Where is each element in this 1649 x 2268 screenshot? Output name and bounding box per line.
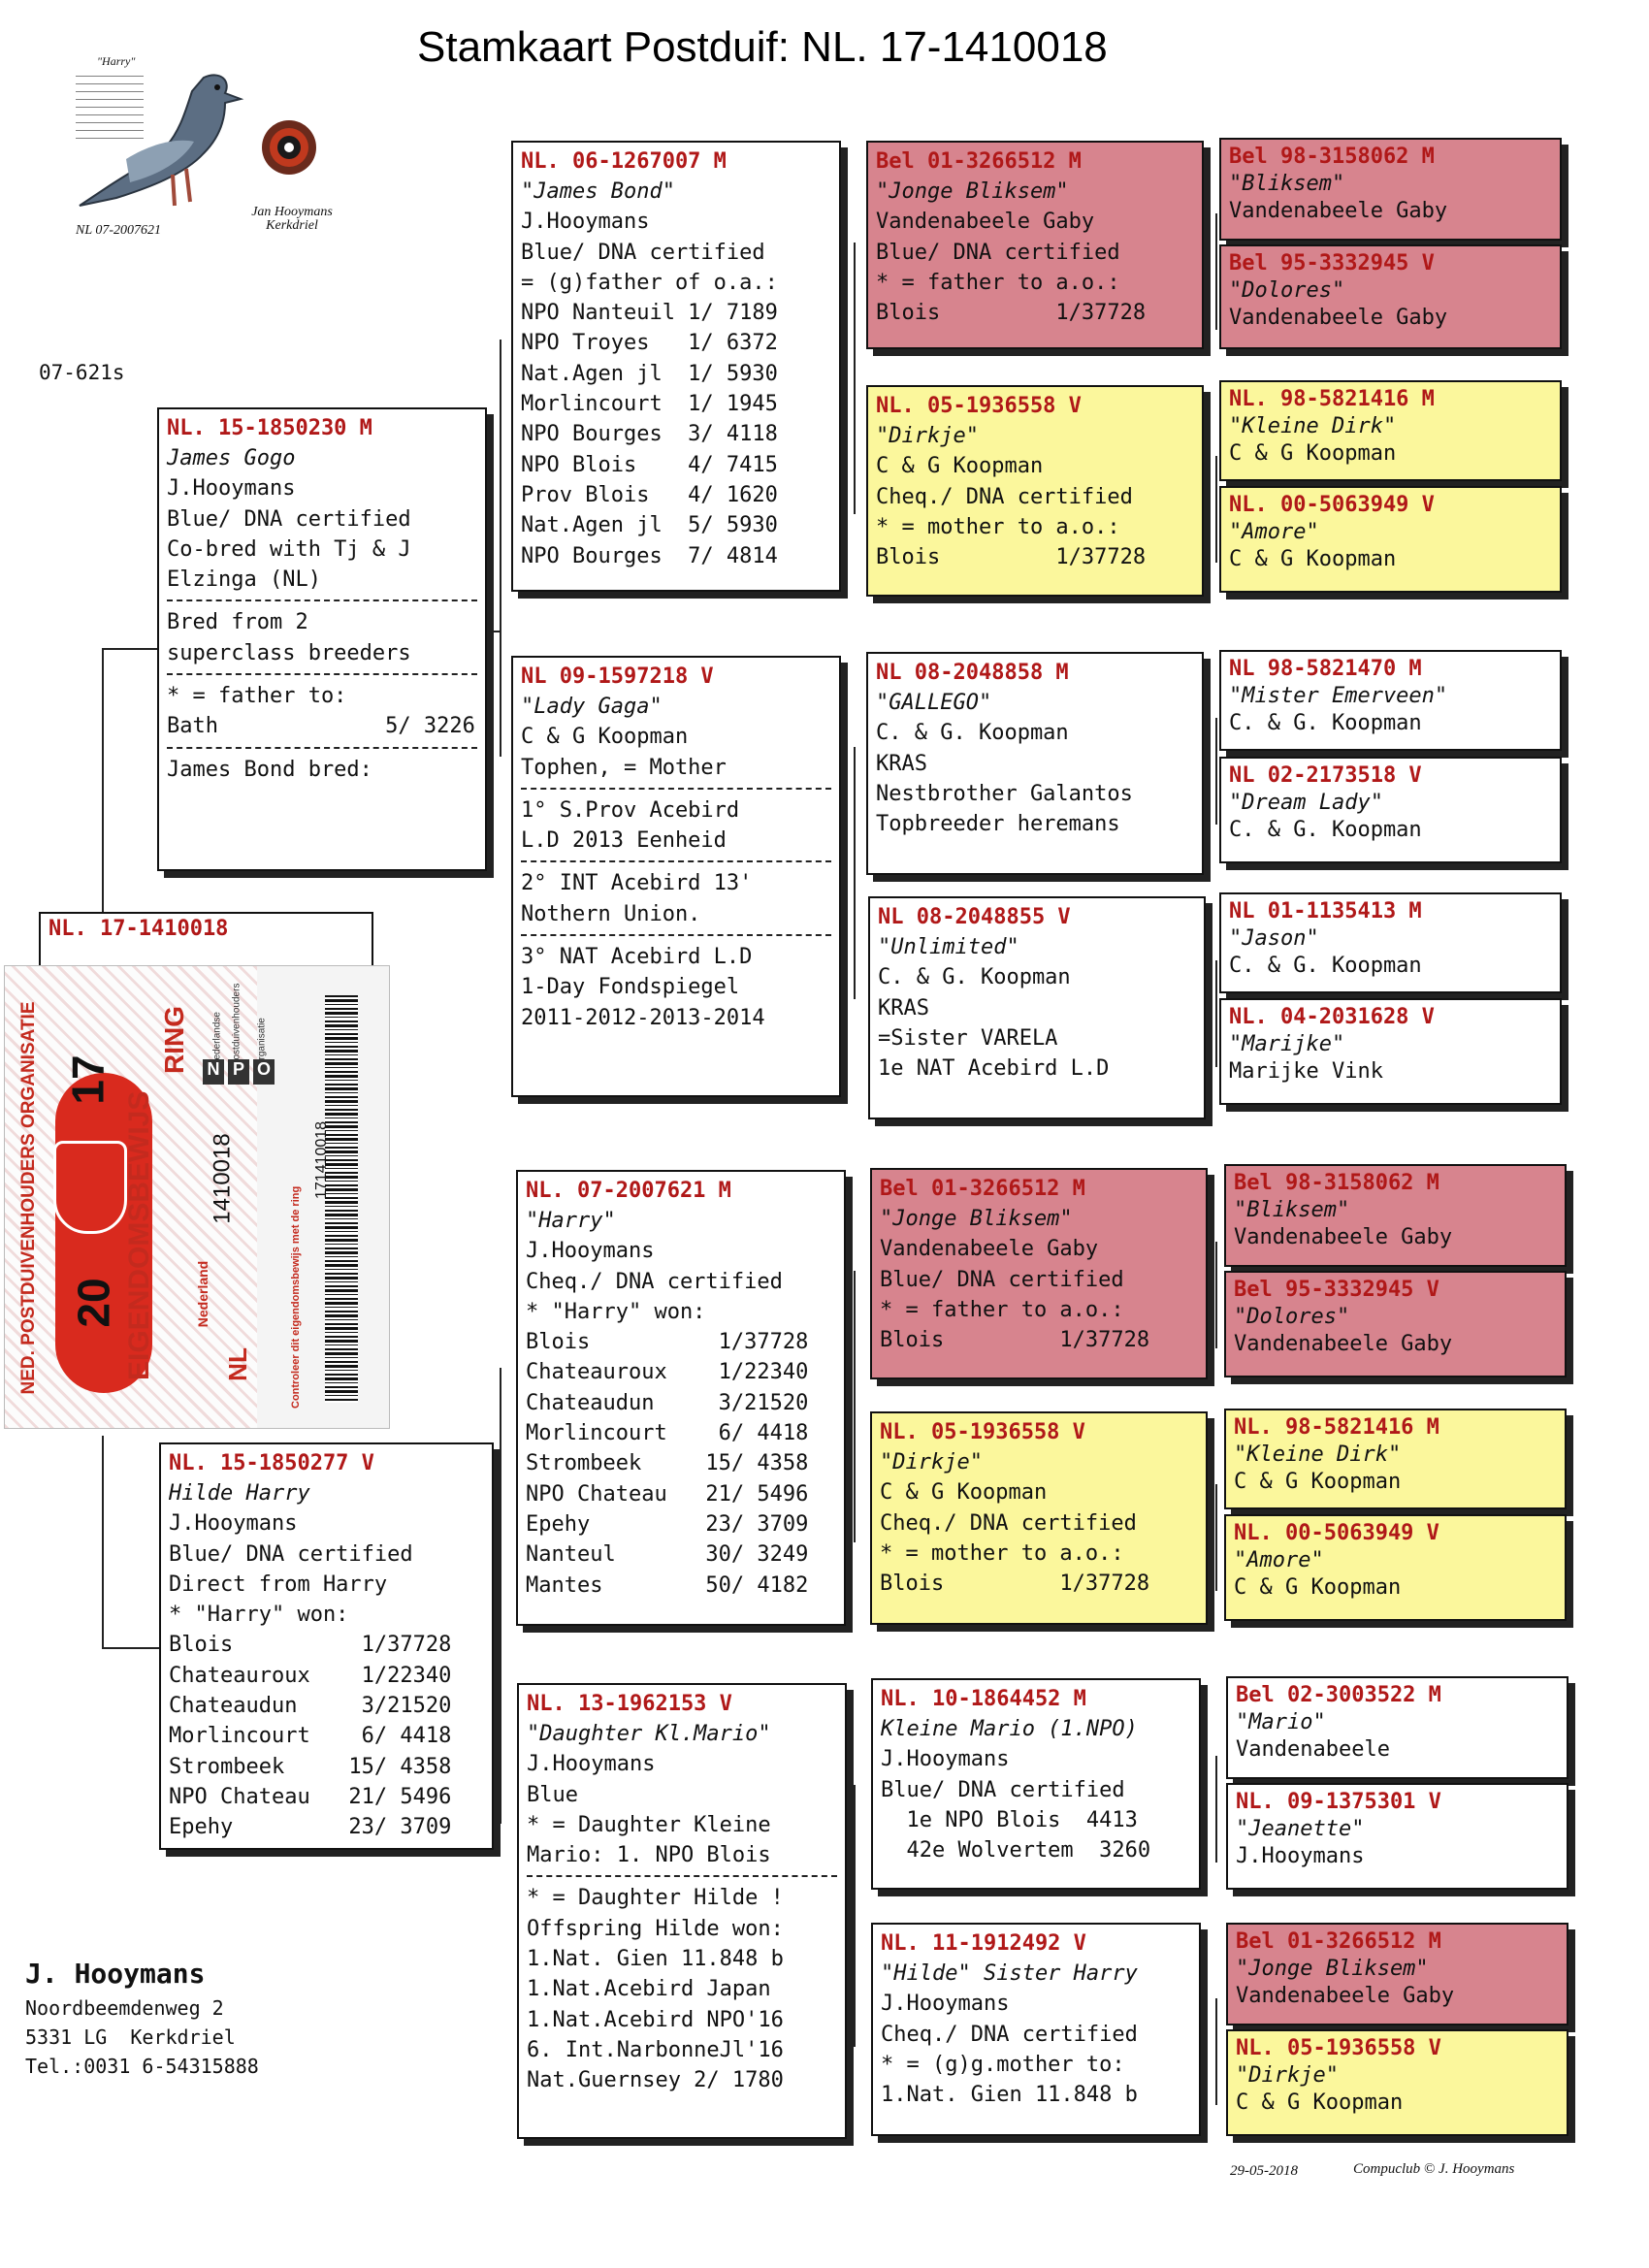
pedigree-line: Vandenabeele Gaby [876, 210, 1095, 235]
pedigree-line: Blois 1/37728 [876, 301, 1147, 326]
npo-n-letter: N [203, 1059, 224, 1085]
ring-number: Bel 98-3158062 M [1229, 145, 1435, 169]
certificate-country: NL [222, 1347, 252, 1381]
pedigree-line: J.Hooymans [527, 1752, 656, 1777]
pedigree-line: J.Hooymans [526, 1239, 655, 1264]
connector [500, 340, 501, 757]
pedigree-line: * = father to: [167, 684, 347, 709]
pedigree-line: Blue/ DNA certified [876, 240, 1120, 265]
pedigree-line: * = father to a.o.: [876, 270, 1120, 295]
pedigree-line: Blue/ DNA certified [881, 1777, 1125, 1802]
pigeon-name: "Mario" [1236, 1710, 1326, 1734]
subject-ring: NL. 17-1410018 [48, 917, 229, 941]
ring-number: Bel 98-3158062 M [1234, 1171, 1439, 1195]
pigeon-name: Hilde Harry [169, 1481, 310, 1506]
pigeon-name: "Mister Emerveen" [1229, 684, 1448, 708]
pedigree-line: L.D 2013 Eenheid [521, 828, 727, 854]
pedigree-line: * "Harry" won: [169, 1603, 349, 1628]
pedigree-line: NPO Chateau 21/ 5496 [526, 1481, 809, 1507]
ring-number: NL. 98-5821416 M [1234, 1415, 1439, 1440]
ring-number: NL. 13-1962153 V [527, 1692, 732, 1716]
grandparent-box [511, 141, 841, 592]
connector [1215, 1756, 1217, 1863]
connector [1215, 1242, 1217, 1348]
great-grandparent-box [866, 652, 1204, 875]
great-great-grandparent-box [1226, 1783, 1568, 1890]
pigeon-name: "Amore" [1234, 1548, 1324, 1572]
pigeon-icon [58, 60, 252, 225]
pedigree-line: Vandenabeele [1236, 1737, 1390, 1762]
great-great-grandparent-box [1226, 1676, 1568, 1779]
great-grandparent-box [871, 1678, 1201, 1890]
pedigree-line: KRAS [878, 995, 929, 1021]
pedigree-line: 1.Nat. Gien 11.848 b [881, 2083, 1138, 2108]
npo-p-word: ostduivenhouders [231, 983, 242, 1060]
pigeon-name: "James Bond" [521, 179, 675, 204]
dashed-separator [527, 1875, 837, 1877]
footer-date: 29-05-2018 [1230, 2163, 1298, 2179]
ring-number: Bel 01-3266512 M [876, 149, 1082, 174]
pedigree-line: NPO Blois 4/ 7415 [521, 452, 778, 477]
pedigree-line: Chateauroux 1/22340 [526, 1360, 809, 1385]
connector [854, 1271, 856, 1542]
pedigree-line: Mantes 50/ 4182 [526, 1572, 809, 1598]
pedigree-line: J.Hooymans [169, 1511, 298, 1537]
pedigree-line: C & G Koopman [876, 454, 1044, 479]
certificate-country-word: Nederland [195, 1260, 211, 1328]
pigeon-name: Kleine Mario (1.NPO) [881, 1717, 1138, 1741]
ring-number: NL. 10-1864452 M [881, 1687, 1086, 1711]
great-great-grandparent-box [1219, 138, 1562, 241]
connector [1215, 718, 1217, 825]
ring-number: NL. 05-1936558 V [880, 1420, 1085, 1444]
connector [102, 648, 162, 650]
great-great-grandparent-box [1219, 380, 1562, 481]
pedigree-line: 1.Nat. Gien 11.848 b [527, 1947, 784, 1972]
pedigree-line: Bred from 2 [167, 610, 308, 635]
connector [1215, 456, 1217, 563]
pedigree-line: C. & G. Koopman [878, 965, 1071, 990]
pigeon-logo [58, 50, 340, 244]
pedigree-line: C. & G. Koopman [1229, 954, 1422, 978]
pedigree-line: NPO Nanteuil 1/ 7189 [521, 301, 778, 326]
dam-box [159, 1442, 494, 1850]
pigeon-name: "GALLEGO" [876, 691, 992, 715]
eye-icon [260, 118, 318, 177]
great-grandparent-box [870, 1168, 1208, 1379]
pedigree-line: Tophen, = Mother [521, 755, 727, 780]
pedigree-line: Cheq./ DNA certified [880, 1510, 1137, 1536]
pigeon-name: "Harry" [526, 1209, 616, 1233]
pedigree-line: * = mother to a.o.: [880, 1540, 1124, 1566]
pedigree-line: Blue/ DNA certified [521, 240, 765, 265]
pedigree-line: Epehy 23/ 3709 [169, 1815, 452, 1840]
pedigree-line: * = father to a.o.: [880, 1297, 1124, 1322]
great-great-grandparent-box [1226, 1923, 1568, 2025]
pedigree-line: 1e NAT Acebird L.D [878, 1056, 1110, 1082]
pedigree-line: 1° S.Prov Acebird [521, 797, 740, 823]
connector [500, 1368, 501, 1824]
pedigree-line: Topbreeder heremans [876, 812, 1120, 837]
pedigree-line: 3° NAT Acebird L.D [521, 945, 753, 970]
connector [102, 648, 104, 920]
pedigree-line: Nothern Union. [521, 901, 701, 926]
pedigree-line: Strombeek 15/ 4358 [526, 1451, 809, 1476]
pedigree-line: J.Hooymans [167, 476, 296, 502]
pedigree-line: Vandenabeele Gaby [1236, 1984, 1455, 2008]
certificate-ring-word: RING [159, 1006, 189, 1074]
connector [490, 631, 501, 632]
pedigree-line: Cheq./ DNA certified [526, 1269, 783, 1294]
certificate-number: 1410018 [209, 1133, 236, 1224]
npo-o-letter: O [253, 1059, 275, 1085]
pigeon-name: "Bliksem" [1229, 172, 1345, 196]
great-grandparent-box [866, 141, 1204, 349]
ring-number: NL. 15-1850277 V [169, 1451, 374, 1475]
grandparent-box [516, 1170, 846, 1626]
ring-number: NL 02-2173518 V [1229, 763, 1422, 788]
great-great-grandparent-box [1224, 1271, 1567, 1377]
logo-signature: Jan Hooymans Kerkdriel [251, 205, 333, 233]
connector [854, 1785, 856, 2047]
pigeon-name: "Kleine Dirk" [1234, 1442, 1402, 1467]
pedigree-line: Offspring Hilde won: [527, 1916, 784, 1941]
pedigree-line: Mario: 1. NPO Blois [527, 1843, 771, 1868]
dashed-separator [521, 788, 831, 790]
pedigree-line: J.Hooymans [521, 210, 650, 235]
pedigree-line: * = (g)g.mother to: [881, 2052, 1125, 2077]
grandparent-box [517, 1683, 847, 2139]
pedigree-line: KRAS [876, 751, 927, 776]
pedigree-line: NPO Bourges 7/ 4814 [521, 543, 778, 568]
pedigree-line: Chateaudun 3/21520 [526, 1390, 809, 1415]
ownership-certificate [4, 965, 390, 1429]
dashed-separator [167, 673, 477, 675]
footer-credit: Compuclub © J. Hooymans [1353, 2161, 1515, 2177]
ring-number: NL. 00-5063949 V [1234, 1521, 1439, 1545]
ring-number: NL. 05-1936558 V [1236, 2036, 1441, 2060]
pedigree-line: 2° INT Acebird 13' [521, 871, 753, 896]
pedigree-line: =Sister VARELA [878, 1025, 1058, 1051]
pedigree-line: Blois 1/37728 [876, 545, 1147, 570]
great-great-grandparent-box [1219, 998, 1562, 1105]
pigeon-name: "Bliksem" [1234, 1198, 1350, 1222]
connector [854, 747, 856, 999]
ring-number: NL. 98-5821416 M [1229, 387, 1435, 411]
certificate-org: NED. POSTDUIVENHOUDERS ORGANISATIE [18, 1001, 39, 1395]
pedigree-line: Blois 1/37728 [880, 1571, 1150, 1597]
pigeon-name: "Jeanette" [1236, 1817, 1365, 1841]
pigeon-name: "Daughter Kl.Mario" [527, 1722, 771, 1746]
pedigree-line: Prov Blois 4/ 1620 [521, 482, 778, 507]
dashed-separator [167, 747, 477, 749]
pigeon-name: "Dirkje" [876, 424, 979, 448]
pedigree-line: Nanteul 30/ 3249 [526, 1542, 809, 1568]
pedigree-line: C & G Koopman [521, 725, 689, 750]
pedigree-line: C. & G. Koopman [1229, 818, 1422, 842]
great-great-grandparent-box [1224, 1164, 1567, 1267]
pedigree-line: C & G Koopman [1229, 547, 1397, 571]
great-great-grandparent-box [1226, 2029, 1568, 2136]
great-grandparent-box [870, 1411, 1208, 1625]
great-great-grandparent-box [1219, 244, 1562, 349]
great-great-grandparent-box [1224, 1409, 1567, 1509]
pigeon-name: "Dream Lady" [1229, 791, 1383, 815]
pigeon-name: "Lady Gaga" [521, 695, 663, 719]
pedigree-line: Vandenabeele Gaby [1234, 1225, 1453, 1249]
pedigree-line: Blois 1/37728 [169, 1633, 452, 1658]
grandparent-box [511, 656, 841, 1097]
great-great-grandparent-box [1219, 757, 1562, 863]
pigeon-name: "Hilde" Sister Harry [881, 1961, 1138, 1986]
great-grandparent-box [868, 896, 1206, 1119]
pedigree-line: J.Hooymans [881, 1747, 1010, 1772]
barcode-number: 171410018 [313, 1120, 330, 1199]
pedigree-line: Cheq./ DNA certified [876, 484, 1133, 509]
dashed-separator [521, 860, 831, 862]
logo-label: "Harry" [97, 54, 136, 68]
ring-number: NL. 05-1936558 V [876, 394, 1082, 418]
ring-number: NL 09-1597218 V [521, 664, 714, 689]
owner-block [25, 1955, 259, 2081]
pedigree-line: Morlincourt 6/ 4418 [169, 1724, 452, 1749]
pigeon-name: "Dirkje" [1236, 2063, 1339, 2088]
great-great-grandparent-box [1219, 486, 1562, 593]
pedigree-line: * "Harry" won: [526, 1299, 706, 1324]
npo-n-word: ederlandse [211, 1012, 223, 1060]
great-great-grandparent-box [1219, 892, 1562, 993]
pedigree-line: Blois 1/37728 [880, 1328, 1150, 1353]
ring-number: Bel 01-3266512 M [1236, 1929, 1441, 1954]
great-great-grandparent-box [1219, 650, 1562, 751]
npo-logo [203, 983, 319, 1098]
pedigree-line: Vandenabeele Gaby [1234, 1332, 1453, 1356]
pedigree-line: Elzinga (NL) [167, 567, 321, 593]
pedigree-line: C. & G. Koopman [1229, 711, 1422, 735]
ring-number: NL 08-2048858 M [876, 661, 1069, 685]
pedigree-line: 1e NPO Blois 4413 [881, 1807, 1138, 1832]
pigeon-name: "Jason" [1229, 926, 1319, 951]
connector [854, 243, 856, 514]
pigeon-name: "Jonge Bliksem" [876, 179, 1069, 204]
connector [102, 1436, 104, 1649]
pedigree-line: 42e Wolvertem 3260 [881, 1838, 1151, 1863]
connector [1215, 1484, 1217, 1591]
pedigree-line: Marijke Vink [1229, 1059, 1383, 1084]
pedigree-line: Chateauroux 1/22340 [169, 1663, 452, 1688]
ring-number: NL. 00-5063949 V [1229, 493, 1435, 517]
pedigree-line: * = Daughter Kleine [527, 1812, 771, 1837]
pedigree-line: Vandenabeele Gaby [880, 1237, 1099, 1262]
pedigree-line: Direct from Harry [169, 1571, 388, 1597]
ring-number: Bel 95-3332945 V [1234, 1278, 1439, 1302]
ring-number: NL. 07-2007621 M [526, 1179, 731, 1203]
pedigree-line: C & G Koopman [880, 1480, 1048, 1506]
pedigree-line: Nat.Agen jl 1/ 5930 [521, 361, 778, 386]
pedigree-line: Blois 1/37728 [526, 1330, 809, 1355]
pigeon-name: "Marijke" [1229, 1032, 1345, 1056]
pedigree-line: C & G Koopman [1236, 2090, 1404, 2115]
pedigree-line: NPO Chateau 21/ 5496 [169, 1784, 452, 1809]
ring-number: NL 08-2048855 V [878, 905, 1071, 929]
pigeon-name: "Kleine Dirk" [1229, 414, 1397, 438]
pedigree-line: Co-bred with Tj & J [167, 536, 411, 562]
pedigree-line: 1.Nat.Acebird Japan [527, 1977, 771, 2002]
connector [102, 1647, 165, 1649]
great-grandparent-box [866, 385, 1204, 597]
pedigree-line: = (g)father of o.a.: [521, 270, 778, 295]
pedigree-line: Blue/ DNA certified [880, 1267, 1124, 1292]
certificate-year-b: 17 [62, 1054, 113, 1105]
pedigree-line: * = mother to a.o.: [876, 514, 1120, 539]
pedigree-line: Morlincourt 6/ 4418 [526, 1421, 809, 1446]
pedigree-line: C & G Koopman [1234, 1470, 1402, 1494]
pedigree-line: 1.Nat.Acebird NPO'16 [527, 2007, 784, 2032]
pedigree-line: Blue/ DNA certified [169, 1541, 413, 1567]
ring-number: NL. 09-1375301 V [1236, 1790, 1441, 1814]
ring-number: Bel 02-3003522 M [1236, 1683, 1441, 1707]
pedigree-line: Epehy 23/ 3709 [526, 1511, 809, 1537]
pedigree-line: Nestbrother Galantos [876, 781, 1133, 806]
great-great-grandparent-box [1224, 1514, 1567, 1621]
ring-number: Bel 95-3332945 V [1229, 251, 1435, 275]
pedigree-line: * = Daughter Hilde ! [527, 1886, 784, 1911]
side-code: 07-621s [39, 361, 125, 384]
pedigree-line: Nat.Guernsey 2/ 1780 [527, 2068, 784, 2093]
pedigree-line: Blue [527, 1782, 578, 1807]
pedigree-line: Cheq./ DNA certified [881, 2022, 1138, 2047]
ring-number: Bel 01-3266512 M [880, 1177, 1085, 1201]
pedigree-line: J.Hooymans [881, 1992, 1010, 2017]
pedigree-line: C & G Koopman [1234, 1575, 1402, 1600]
ring-number: NL 01-1135413 M [1229, 899, 1422, 923]
pedigree-line: C. & G. Koopman [876, 721, 1069, 746]
owner-tel: Tel.:0031 6-54315888 [25, 2055, 259, 2078]
owner-street: Noordbeemdenweg 2 [25, 1996, 224, 2020]
pedigree-line: Strombeek 15/ 4358 [169, 1754, 452, 1779]
npo-p-letter: P [228, 1059, 249, 1085]
pedigree-line: superclass breeders [167, 640, 411, 665]
pedigree-line: NPO Troyes 1/ 6372 [521, 331, 778, 356]
owner-city: 5331 LG Kerkdriel [25, 2025, 236, 2049]
ring-number: NL 98-5821470 M [1229, 657, 1422, 681]
ring-number: NL. 11-1912492 V [881, 1931, 1086, 1956]
ring-number: NL. 04-2031628 V [1229, 1005, 1435, 1029]
logo-caption: NL 07-2007621 [76, 223, 162, 238]
pedigree-line: 2011-2012-2013-2014 [521, 1005, 765, 1030]
pedigree-line: Blue/ DNA certified [167, 506, 411, 532]
pedigree-line: Vandenabeele Gaby [1229, 199, 1448, 223]
pedigree-line: NPO Bourges 3/ 4118 [521, 422, 778, 447]
pedigree-line: 6. Int.NarbonneJl'16 [527, 2037, 784, 2062]
pedigree-line: Vandenabeele Gaby [1229, 306, 1448, 330]
pigeon-name: James Gogo [167, 446, 296, 470]
certificate-year-a: 20 [68, 1278, 119, 1328]
pedigree-line: C & G Koopman [1229, 441, 1397, 466]
pedigree-line: Nat.Agen jl 5/ 5930 [521, 513, 778, 538]
connector [1215, 960, 1217, 1067]
pedigree-line: Morlincourt 1/ 1945 [521, 392, 778, 417]
pigeon-name: "Jonge Bliksem" [1236, 1957, 1429, 1981]
great-grandparent-box [871, 1923, 1201, 2136]
certificate-title: EIGENDOMSBEWIJS [123, 1090, 155, 1380]
pedigree-line: 1-Day Fondspiegel [521, 975, 740, 1000]
pigeon-name: "Unlimited" [878, 935, 1019, 959]
page-title: Stamkaart Postduif: NL. 17-1410018 [417, 23, 1108, 71]
sire-box [157, 407, 487, 871]
dashed-separator [167, 599, 477, 601]
npo-o-word: rganisatie [256, 1018, 268, 1060]
dashed-separator [521, 934, 831, 936]
pedigree-line: Bath 5/ 3226 [167, 714, 475, 739]
pedigree-line: James Bond bred: [167, 757, 372, 782]
pedigree-line: J.Hooymans [1236, 1844, 1365, 1868]
pigeon-name: "Dirkje" [880, 1450, 983, 1474]
pigeon-name: "Dolores" [1234, 1305, 1350, 1329]
connector [1215, 213, 1217, 330]
connector [1215, 1998, 1217, 2105]
pigeon-name: "Amore" [1229, 520, 1319, 544]
barcode [325, 995, 358, 1403]
certificate-note: Controleer dit eigendomsbewijs met de ring [290, 1185, 302, 1409]
ring-number: NL. 15-1850230 M [167, 416, 372, 440]
pedigree-line: Chateaudun 3/21520 [169, 1694, 452, 1719]
pigeon-name: "Dolores" [1229, 278, 1345, 303]
owner-name: J. Hooymans [25, 1958, 206, 1990]
pigeon-name: "Jonge Bliksem" [880, 1207, 1073, 1231]
ring-number: NL. 06-1267007 M [521, 149, 727, 174]
lion-emblem [53, 1141, 127, 1234]
